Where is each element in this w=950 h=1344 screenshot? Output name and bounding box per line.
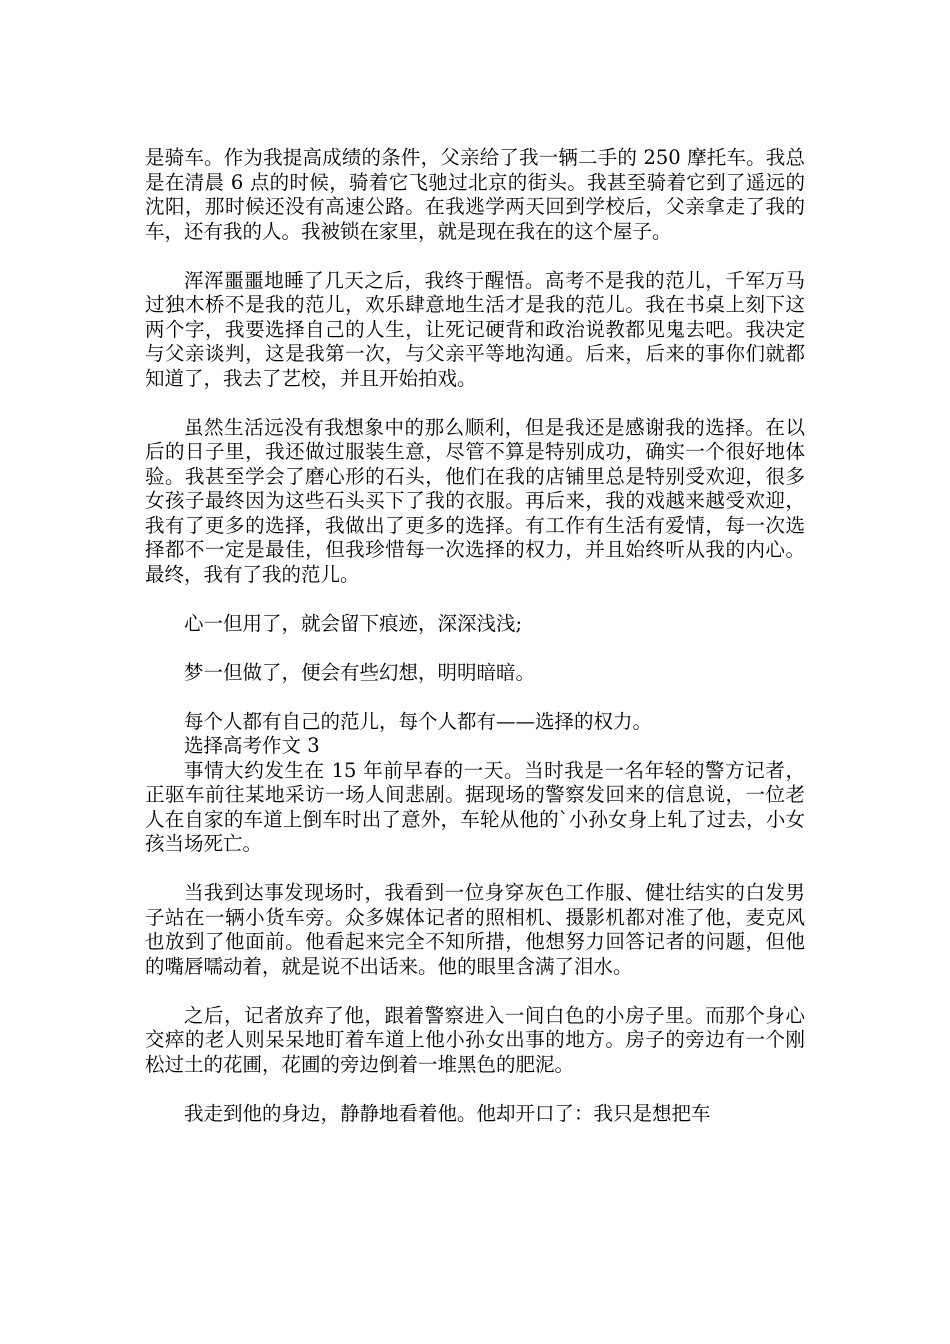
- paragraph-5: 梦一但做了，便会有些幻想，明明暗暗。: [184, 660, 536, 684]
- section-heading: 选择高考作文 3: [184, 734, 320, 757]
- paragraph-9: 之后，记者放弃了他，跟着警察进入一间白色的小房子里。而那个身心交瘁的老人则呆呆地盯着车道上他小孙女出事的地方。房子的旁边有一个刚松过土的花圃，花圃的旁边倒着一堆黑色的肥泥。: [145, 1003, 805, 1076]
- paragraph-4: 心一但用了，就会留下痕迹，深深浅浅;: [184, 611, 523, 635]
- document-page: [145, 146, 805, 1126]
- paragraph-1: 是骑车。作为我提高成绩的条件，父亲给了我一辆二手的 250 摩托车。我总是在清晨 6 点的时候，骑着它飞驰过北京的街头。我甚至骑着它到了遥远的沈阳，那时候还没有高速公路。在我逃学两天回到学校后，父亲拿走了我的车，还有我的人。我被锁在家里，就是现在我在的这个屋子。: [145, 146, 805, 243]
- paragraph-3: 虽然生活远没有我想象中的那么顺利，但是我还是感谢我的选择。在以后的日子里，我还做过服装生意，尽管不算是特别成功，确实一个很好地体验。我甚至学会了磨心形的石头，他们在我的店铺里总是特别受欢迎，很多女孩子最终因为这些石头买下了我的衣服。再后来，我的戏越来越受欢迎，我有了更多的选择，我做出了更多的选择。有工作有生活有爱情，每一次选择都不一定是最佳，但我珍惜每一次选择的权力，并且始终听从我的内心。最终，我有了我的范儿。: [145, 415, 805, 586]
- paragraph-2: 浑浑噩噩地睡了几天之后，我终于醒悟。高考不是我的范儿，千军万马过独木桥不是我的范儿，欢乐肆意地生活才是我的范儿。我在书桌上刻下这两个字，我要选择自己的人生，让死记硬背和政治说教都见鬼去吧。我决定与父亲谈判，这是我第一次，与父亲平等地沟通。后来，后来的事你们就都知道了，我去了艺校，并且开始拍戏。: [145, 268, 805, 390]
- paragraph-8: 当我到达事发现场时，我看到一位身穿灰色工作服、健壮结实的白发男子站在一辆小货车旁。众多媒体记者的照相机、摄影机都对准了他，麦克风也放到了他面前。他看起来完全不知所措，他想努力回答记者的问题，但他的嘴唇嚅动着，就是说不出话来。他的眼里含满了泪水。: [145, 881, 805, 978]
- paragraph-6: 每个人都有自己的范儿，每个人都有——选择的权力。: [184, 709, 653, 733]
- paragraph-10: 我走到他的身边，静静地看着他。他却开口了：我只是想把车: [184, 1101, 711, 1125]
- paragraph-7: 事情大约发生在 15 年前早春的一天。当时我是一名年轻的警方记者，正驱车前往某地采访一场人间悲剧。据现场的警察发回来的信息说，一位老人在自家的车道上倒车时出了意外，车轮从他的`小孙女身上轧了过去，小女孩当场死亡。: [145, 758, 805, 855]
